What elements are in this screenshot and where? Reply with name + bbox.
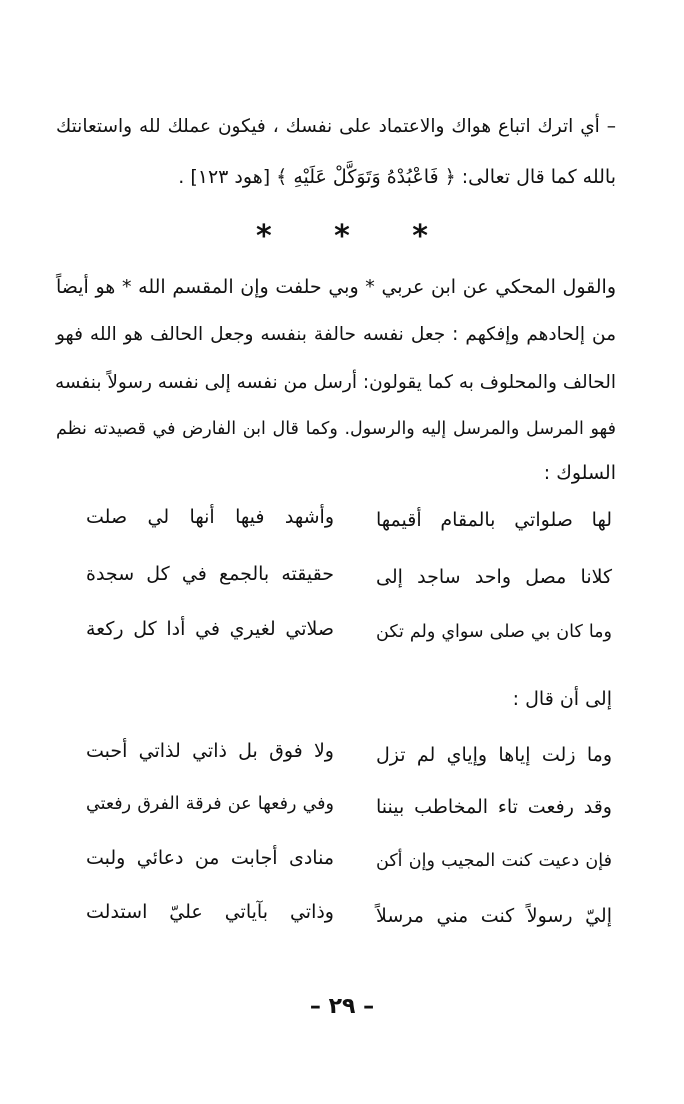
poem1-verse-3-first-hemistich: وما كان بي صلى سواي ولم تكن: [376, 622, 612, 642]
poem2-verse-4-first-hemistich: إليّ رسولاً كنت مني مرسلاً: [376, 905, 612, 927]
paragraph2-line-5: السلوك :: [543, 462, 616, 484]
separator-star: *: [255, 219, 272, 254]
poem1-verse-2-first-hemistich: كلانا مصل واحد ساجد إلى: [376, 566, 612, 588]
poem1-verse-2-second-hemistich: حقيقته بالجمع في كل سجدة: [86, 563, 334, 585]
separator-star: *: [412, 219, 428, 254]
poem1-verse-1-second-hemistich: وأشهد فيها أنها لي صلت: [86, 506, 334, 528]
poem2-verse-2-first-hemistich: وقد رفعت تاء المخاطب بيننا: [376, 796, 612, 818]
poem2-verse-4-second-hemistich: وذاتي بآياتي عليّ استدلت: [86, 901, 334, 923]
poem2-verse-2-second-hemistich: وفي رفعها عن فرقة الفرق رفعتي: [86, 794, 334, 814]
paragraph2-line-3: الحالف والمحلوف به كما يقولون: أرسل من نفسه إلى نفسه رسولاً بنفسه: [54, 372, 616, 393]
poem2-verse-1-first-hemistich: وما زلت إياها وإياي لم تزل: [376, 744, 612, 766]
paragraph2-line-2: من إلحادهم وإفكهم : جعل نفسه حالفة بنفسه وجعل الحالف هو الله فهو: [56, 324, 616, 345]
poem1-verse-1-first-hemistich: لها صلواتي بالمقام أقيمها: [376, 509, 612, 531]
section-separator: [0, 219, 684, 254]
paragraph1-line-2: بالله كما قال تعالى: ﴿ فَاعْبُدْهُ وَتَوَكَّلْ عَلَيْهِ ﴾ [هود ١٢٣] .: [178, 166, 616, 188]
transition-text: إلى أن قال :: [512, 688, 612, 710]
poem1-verse-3-second-hemistich: صلاتي لغيري في أدا كل ركعة: [86, 618, 334, 640]
paragraph1-line-1: – أي اترك اتباع هواك والاعتماد على نفسك ، فيكون عملك لله واستعانتك: [56, 116, 616, 137]
poem2-verse-3-second-hemistich: منادى أجابت من دعائي ولبت: [86, 847, 334, 869]
paragraph2-line-4: فهو المرسل والمرسل إليه والرسول. وكما قال ابن الفارض في قصيدته نظم: [56, 419, 616, 439]
separator-star: *: [334, 219, 350, 254]
paragraph2-line-1: والقول المحكي عن ابن عربي * وبي حلفت وإن المقسم الله * هو أيضاً: [56, 276, 616, 298]
poem2-verse-1-second-hemistich: ولا فوق بل ذاتي لذاتي أحبت: [86, 740, 334, 762]
page-number: – ٢٩ –: [309, 994, 375, 1019]
poem2-verse-3-first-hemistich: فإن دعيت كنت المجيب وإن أكن: [376, 851, 612, 871]
